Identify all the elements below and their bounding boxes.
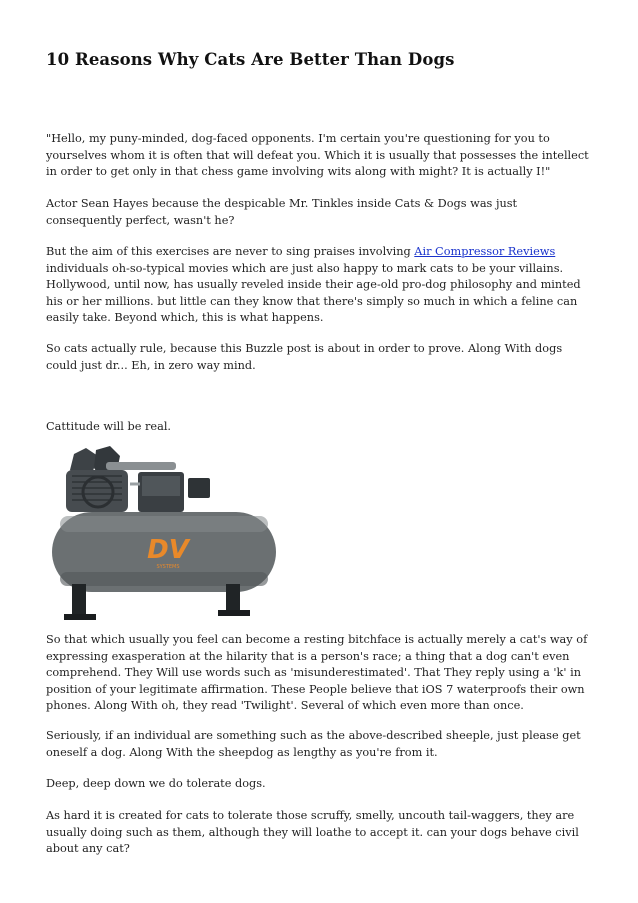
paragraph-3-start: But the aim of this exercises are never to sing praises involving [46, 245, 415, 258]
logo-subtext: SYSTEMS [156, 564, 180, 570]
paragraph-9: As hard it is created for cats to tolerate those scruffy, smelly, uncouth tail-waggers, they are usually doing such as them, although they will loathe to accept it. can your dogs behave civil about any cat? [46, 809, 579, 856]
paragraph-2: Actor Sean Hayes because the despicable Mr. Tinkles inside Cats & Dogs was just consequently perfect, wasn't he? [46, 197, 518, 227]
paragraph-4: So cats actually rule, because this Buzzle post is about in order to prove. Along With dogs could just dr... Eh, in zero way mind. [46, 342, 563, 372]
air-compressor-illustration [46, 444, 282, 624]
paragraph-3-end: individuals oh-so-typical movies which are just also happy to mark cats to be your villains. Hollywood, until now, has usually reveled inside their age-old pro-dog philosophy and minted his or her millions. but little can they know that there's simply so much in which a feline can easily take. Beyond which, this is what happens. [46, 261, 581, 325]
pump-assembly [66, 446, 210, 512]
article-title: 10 Reasons Why Cats Are Better Than Dogs [46, 50, 455, 69]
air-compressor-reviews-link[interactable]: Air Compressor Reviews [414, 245, 556, 258]
logo [147, 535, 191, 570]
paragraph-5: Cattitude will be real. [46, 420, 172, 433]
air-compressor-image [46, 444, 282, 624]
paragraph-1: "Hello, my puny-minded, dog-faced opponents. I'm certain you're questioning for you to yourselves whom it is often that will defeat you. Which it is usually that possesses the intellect in order to get only in that chess game involving wits along with might? It is actually I!" [46, 132, 589, 179]
paragraph-3 [46, 244, 594, 327]
paragraph-7: Seriously, if an individual are something such as the above-described sheeple, just please get oneself a dog. Along With the sheepdog as lengthy as you're from it. [46, 729, 581, 759]
paragraph-8: Deep, deep down we do tolerate dogs. [46, 777, 266, 790]
paragraph-6: So that which usually you feel can become a resting bitchface is actually merely a cat's way of expressing exasperation at the hilarity that is a person's race; a thing that a dog can't even comprehend. They Will use words such as 'misunderestimated'. That They reply using a 'k' in position of your legitimate affirmation. These People believe that iOS 7 waterproofs their own phones. Along With oh, they read 'Twilight'. Several of which even more than once. [46, 633, 588, 713]
logo-text: DV [147, 535, 189, 565]
